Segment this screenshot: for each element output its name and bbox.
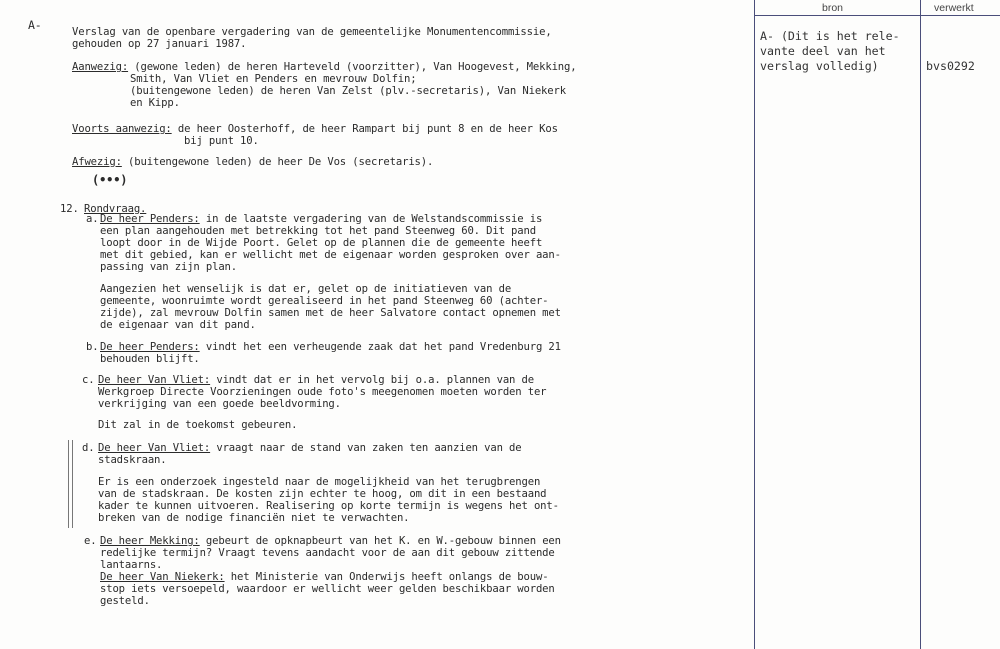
aanwezig-line-3: (buitengewone leden) de heren Van Zelst (plv.-secretaris), Van Niekerk	[130, 85, 566, 97]
b-line-1: De heer Penders: vindt het een verheugende zaak dat het pand Vredenburg 21	[100, 341, 561, 353]
item-number: 12.	[60, 203, 79, 215]
a-line-2: een plan aangehouden met betrekking tot het pand Steenweg 60. Dit pand	[100, 225, 536, 237]
c-speaker: De heer Van Vliet:	[98, 374, 211, 386]
bron-line-3: verslag volledig)	[760, 59, 879, 73]
header-rule	[755, 15, 1000, 16]
header-bron: bron	[822, 2, 844, 14]
margin-bar-1	[68, 440, 69, 528]
a-line-9: de eigenaar van dit pand.	[100, 319, 256, 331]
voorts-line-1: Voorts aanwezig: de heer Oosterhoff, de heer Rampart bij punt 8 en de heer Kos	[72, 123, 558, 135]
a-line-6: Aangezien het wenselijk is dat er, gelet op de initiatieven van de	[100, 283, 512, 295]
voorts-label: Voorts aanwezig:	[72, 123, 172, 135]
column-divider-right	[920, 0, 921, 649]
a-line-7: gemeente, woonruimte wordt gerealiseerd in het pand Steenweg 60 (achter-	[100, 295, 549, 307]
ellipsis-mark: (•••)	[92, 173, 128, 187]
c-line-4: Dit zal in de toekomst gebeuren.	[98, 419, 298, 431]
d-line-6: breken van de nodige financiën niet te verwachten.	[98, 512, 410, 524]
column-divider-left	[754, 0, 755, 649]
b-marker: b.	[86, 341, 99, 353]
item-title: Rondvraag.	[84, 203, 147, 215]
margin-bar-2	[72, 440, 73, 528]
e-marker: e.	[84, 535, 97, 547]
d-line-4: van de stadskraan. De kosten zijn echter te hoog, om dit in een bestaand	[98, 488, 547, 500]
d-speaker: De heer Van Vliet:	[98, 442, 211, 454]
a-line-3: loopt door in de Wijde Poort. Gelet op de plannen die de gemeente heeft	[100, 237, 543, 249]
d-line-1: De heer Van Vliet: vraagt naar de stand van zaken ten aanzien van de	[98, 442, 522, 454]
c-line-1: De heer Van Vliet: vindt dat er in het vervolg bij o.a. plannen van de	[98, 374, 534, 386]
margin-marker: A-	[28, 18, 42, 32]
e-speaker: De heer Mekking:	[100, 535, 200, 547]
doc-title-2: gehouden op 27 januari 1987.	[72, 38, 247, 50]
afwezig-label: Afwezig:	[72, 156, 122, 168]
c-line-3: verkrijging van een goede beeldvorming.	[98, 398, 341, 410]
a-line-1: De heer Penders: in de laatste vergadering van de Welstandscommissie is	[100, 213, 543, 225]
verwerkt-code: bvs0292	[926, 59, 975, 73]
a-line-8: zijde), zal mevrouw Dolfin samen met de heer Salvatore contact opnemen met	[100, 307, 561, 319]
a-marker: a.	[86, 213, 99, 225]
b-line-2: behouden blijft.	[100, 353, 200, 365]
afwezig-line: Afwezig: (buitengewone leden) de heer De Vos (secretaris).	[72, 156, 434, 168]
c-marker: c.	[82, 374, 95, 386]
a-speaker: De heer Penders:	[100, 213, 200, 225]
b-speaker: De heer Penders:	[100, 341, 200, 353]
voorts-line-2: bij punt 10.	[184, 135, 259, 147]
e-speaker-2: De heer Van Niekerk:	[100, 571, 225, 583]
bron-line-2: vante deel van het	[760, 44, 886, 58]
a-line-4: met dit gebied, kan er wellicht met de eigenaar worden gesproken over aan-	[100, 249, 561, 261]
d-line-5: kader te kunnen uitvoeren. Realisering op korte termijn is wegens het ont-	[98, 500, 559, 512]
d-line-3: Er is een onderzoek ingesteld naar de mogelijkheid van het terugbrengen	[98, 476, 541, 488]
aanwezig-line-2: Smith, Van Vliet en Penders en mevrouw Dolfin;	[130, 73, 417, 85]
bron-line-1: A- (Dit is het rele-	[760, 29, 900, 43]
a-line-5: passing van zijn plan.	[100, 261, 238, 273]
aanwezig-line-4: en Kipp.	[130, 97, 180, 109]
e-line-5: stop iets versoepeld, waardoor er wellicht weer gelden beschikbaar worden	[100, 583, 555, 595]
e-line-3: lantaarns.	[100, 559, 163, 571]
e-line-1: De heer Mekking: gebeurt de opknapbeurt van het K. en W.-gebouw binnen een	[100, 535, 561, 547]
d-line-2: stadskraan.	[98, 454, 167, 466]
doc-title-1: Verslag van de openbare vergadering van de gemeentelijke Monumentencommissie,	[72, 26, 552, 38]
aanwezig-label: Aanwezig:	[72, 61, 129, 73]
e-line-4: De heer Van Niekerk: het Ministerie van Onderwijs heeft onlangs de bouw-	[100, 571, 549, 583]
c-line-2: Werkgroep Directe Voorzieningen oude foto's meegenomen moeten worden ter	[98, 386, 547, 398]
aanwezig-line-1: Aanwezig: (gewone leden) de heren Harteveld (voorzitter), Van Hoogevest, Mekking,	[72, 61, 577, 73]
e-line-6: gesteld.	[100, 595, 150, 607]
header-verwerkt: verwerkt	[934, 2, 974, 14]
d-marker: d.	[82, 442, 95, 454]
e-line-2: redelijke termijn? Vraagt tevens aandacht voor de aan dit gebouw zittende	[100, 547, 555, 559]
